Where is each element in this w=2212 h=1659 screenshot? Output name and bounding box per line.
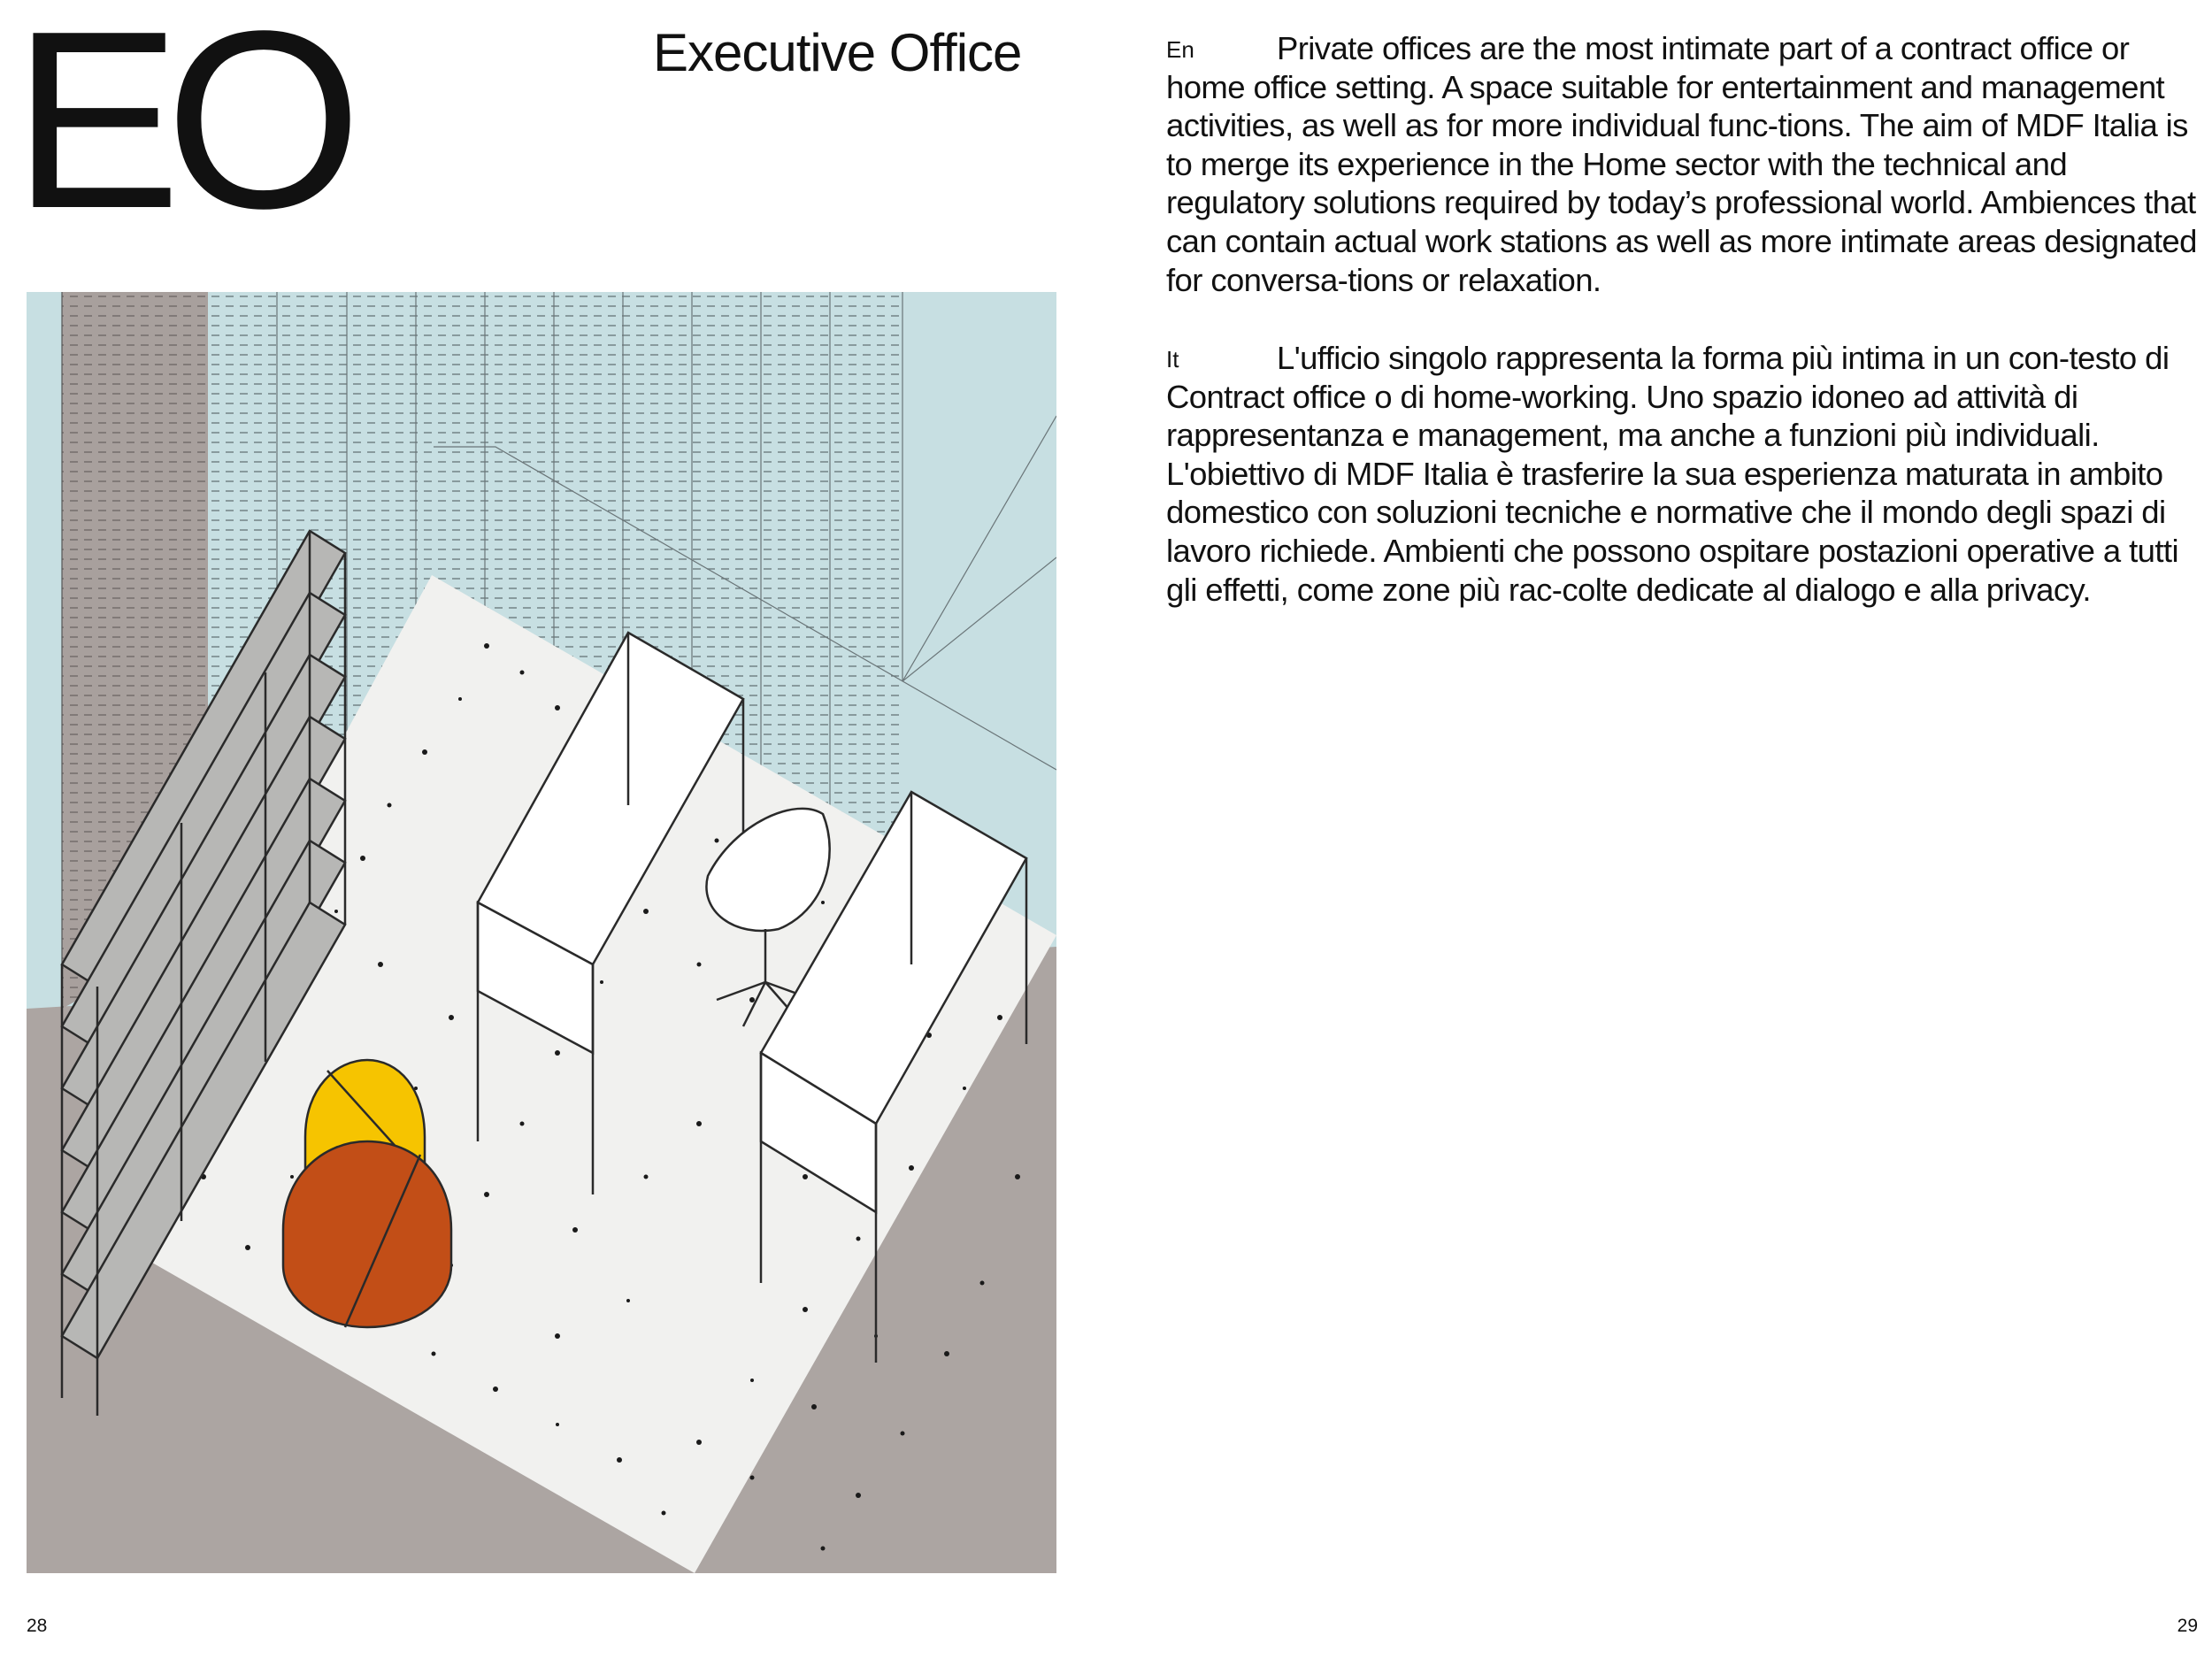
paragraph-text-en: Private offices are the most intimate part of a contract office or home office setting. A space suitable for entertainment and management activities, as well as for more individual func-tions. The aim of MDF Italia is to merge its experience in the Home sector with the technical and regulatory solutions required by today’s professional world. Ambiences that can contain actual work stations as well as more intimate areas designated for conversa-tions or relaxation. bbox=[1166, 30, 2197, 298]
section-code: EO bbox=[12, 0, 347, 261]
paragraph-english bbox=[1166, 29, 2201, 299]
paragraph-italian bbox=[1166, 339, 2201, 609]
section-title: Executive Office bbox=[653, 23, 1022, 82]
page-number-right: 29 bbox=[2177, 1616, 2198, 1636]
language-label-en: En bbox=[1166, 36, 1194, 63]
page-number-left: 28 bbox=[27, 1616, 48, 1636]
paragraph-text-it: L'ufficio singolo rappresenta la forma più intima in un con-testo di Contract office o di home-working. Uno spazio idoneo ad attività di rappresentanza e management, ma anche a funzioni più individuali. L'obiettivo di MDF Italia è trasferire la sua esperienza maturata in ambito domestico con soluzioni tecniche e normative che il mondo degli spazi di lavoro richiede. Ambienti che possono ospitare postazioni operative a tutti gli effetti, come zone più rac-colte dedicate al dialogo e alla privacy. bbox=[1166, 340, 2178, 608]
pouf-orange bbox=[283, 1141, 451, 1327]
office-illustration bbox=[27, 292, 1056, 1573]
language-label-it: It bbox=[1166, 346, 1179, 373]
